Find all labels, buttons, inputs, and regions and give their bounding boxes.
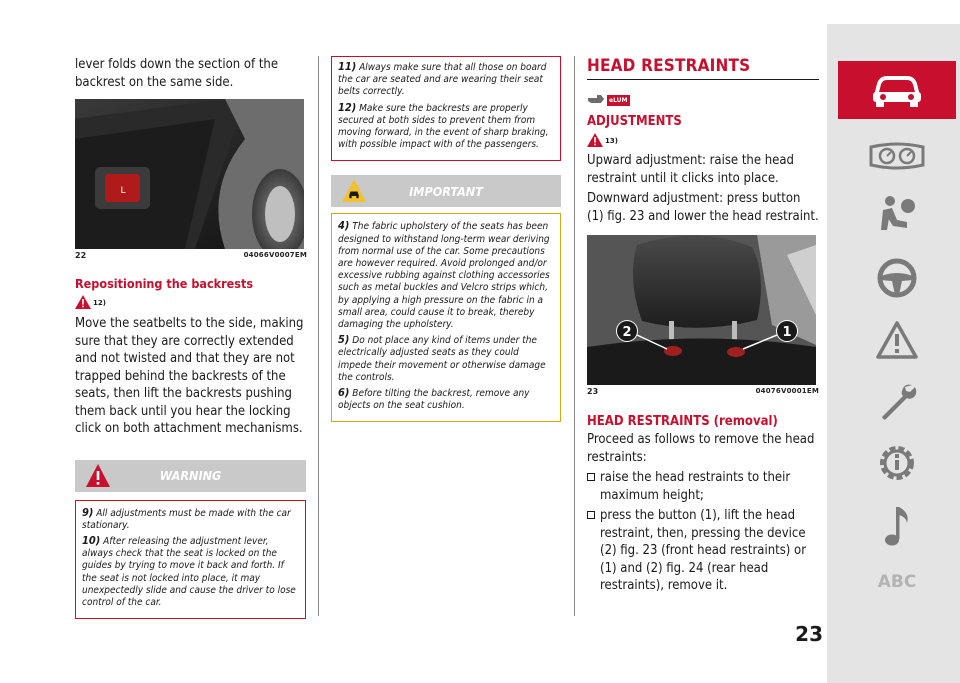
- left-column: [75, 56, 307, 619]
- warning-triangle-icon[interactable]: [838, 318, 956, 362]
- warning-note: 12) Make sure the backrests are properly secured at both sides to prevent them from moving forward, in the event of sharp braking, with possible impact with of the passengers.: [338, 100, 549, 151]
- removal-heading: HEAD RESTRAINTS (removal): [587, 414, 778, 429]
- warning-reference: [587, 133, 819, 149]
- bullet-square-icon: [587, 511, 595, 519]
- gear-info-icon[interactable]: [838, 440, 956, 486]
- steering-wheel-icon[interactable]: [838, 256, 956, 300]
- warning-box: [75, 500, 306, 620]
- dashboard-gauges-icon[interactable]: [838, 138, 956, 174]
- warning-reference: [75, 295, 307, 311]
- airbag-person-icon[interactable]: [838, 193, 956, 237]
- backrest-lever-photo: [75, 99, 304, 249]
- figure-23-image: [587, 235, 816, 385]
- index-abc-label[interactable]: ABC: [877, 572, 917, 592]
- adjust-up-paragraph: Upward adjustment: raise the head restraint until it clicks into place.: [587, 153, 794, 186]
- page-title: HEAD RESTRAINTS: [587, 56, 819, 80]
- removal-step: press the button (1), lift the head restraint, then, pressing the device (2) fig. 23 (front head restraints) or (1) and (2) fig. 24 (rear head restraints), remove it.: [587, 507, 819, 595]
- column-divider: [318, 56, 319, 616]
- danger-triangle-icon: [75, 295, 91, 309]
- adjustments-heading: ADJUSTMENTS: [587, 114, 682, 129]
- elum-indicator: [587, 86, 819, 106]
- important-title: IMPORTANT: [409, 183, 483, 199]
- warning-banner: [75, 460, 306, 492]
- figure-number: 23: [587, 387, 599, 396]
- section-heading: Repositioning the backrests: [75, 276, 254, 291]
- right-column: [587, 56, 819, 595]
- head-restraint-photo: [587, 235, 816, 385]
- car-skid-warning-icon: [341, 178, 367, 204]
- hand-pointer-icon: [587, 92, 605, 106]
- column-divider: [574, 56, 575, 616]
- wrench-icon[interactable]: [838, 380, 956, 424]
- figure-code: 04066V0007EM: [243, 251, 307, 259]
- warning-note: 9) All adjustments must be made with the car stationary.: [82, 505, 291, 531]
- callout-2: 2: [622, 325, 632, 340]
- body-paragraph: Move the seatbelts to the side, making sure that they are correctly extended and not twisted and that they are not trapped behind the backrests of the seats, then lift the backrests pushing them back until you hear the locking click on both attachment mechanisms.: [75, 316, 304, 436]
- intro-text: lever folds down the section of the backrest on the same side.: [75, 57, 279, 90]
- reference-number: 13): [605, 137, 618, 145]
- figure-number: 22: [75, 251, 87, 260]
- figure-23-caption: [587, 387, 819, 396]
- important-box: [331, 213, 561, 422]
- callout-1: 1: [782, 325, 792, 340]
- warning-box-continued: [331, 56, 561, 161]
- middle-column: [331, 56, 562, 422]
- page-number: 23: [795, 622, 823, 646]
- lever-label: L: [120, 186, 126, 196]
- reference-number: 12): [93, 299, 106, 307]
- removal-intro: Proceed as follows to remove the head restraints:: [587, 432, 815, 465]
- important-banner: [331, 175, 561, 207]
- warning-triangle-icon: [85, 463, 111, 489]
- elum-badge: eLUM: [609, 97, 628, 104]
- warning-note: 11) Always make sure that all those on board the car are seated and are wearing their seat belts correctly.: [338, 60, 547, 98]
- music-note-icon[interactable]: [838, 502, 956, 552]
- important-note: 4) The fabric upholstery of the seats has been designed to withstand long-term wear deriving from normal use of the car. Some precautions are however required. Avoid prolonged and/or excessive rubbing against clothing accessories such as metal buckles and Velcro strips which, by applying a high pressure on the fabric in a small area, could cause it to break, thereby damaging the upholstery.: [338, 219, 550, 331]
- warning-title: WARNING: [159, 468, 222, 483]
- figure-code: 04076V0001EM: [755, 387, 819, 395]
- adjust-down-paragraph: Downward adjustment: press button (1) fig. 23 and lower the head restraint.: [587, 191, 819, 224]
- danger-triangle-icon: [587, 133, 603, 147]
- important-note: 5) Do not place any kind of items under the electrically adjusted seats as they could impede their movement or otherwise damage the controls.: [338, 333, 546, 383]
- warning-note: 10) After releasing the adjustment lever, always check that the seat is locked on the guides by trying to move it back and forth. If the seat is not locked into place, it may unexpectedly slide and cause the driver to lose control of the car.: [82, 533, 296, 608]
- removal-step: raise the head restraints to their maximum height;: [587, 469, 819, 504]
- car-icon[interactable]: [838, 70, 956, 110]
- figure-22-caption: [75, 251, 307, 260]
- figure-22-image: [75, 99, 304, 249]
- important-note: 6) Before tilting the backrest, remove any objects on the seat cushion.: [338, 386, 530, 412]
- bullet-square-icon: [587, 473, 595, 481]
